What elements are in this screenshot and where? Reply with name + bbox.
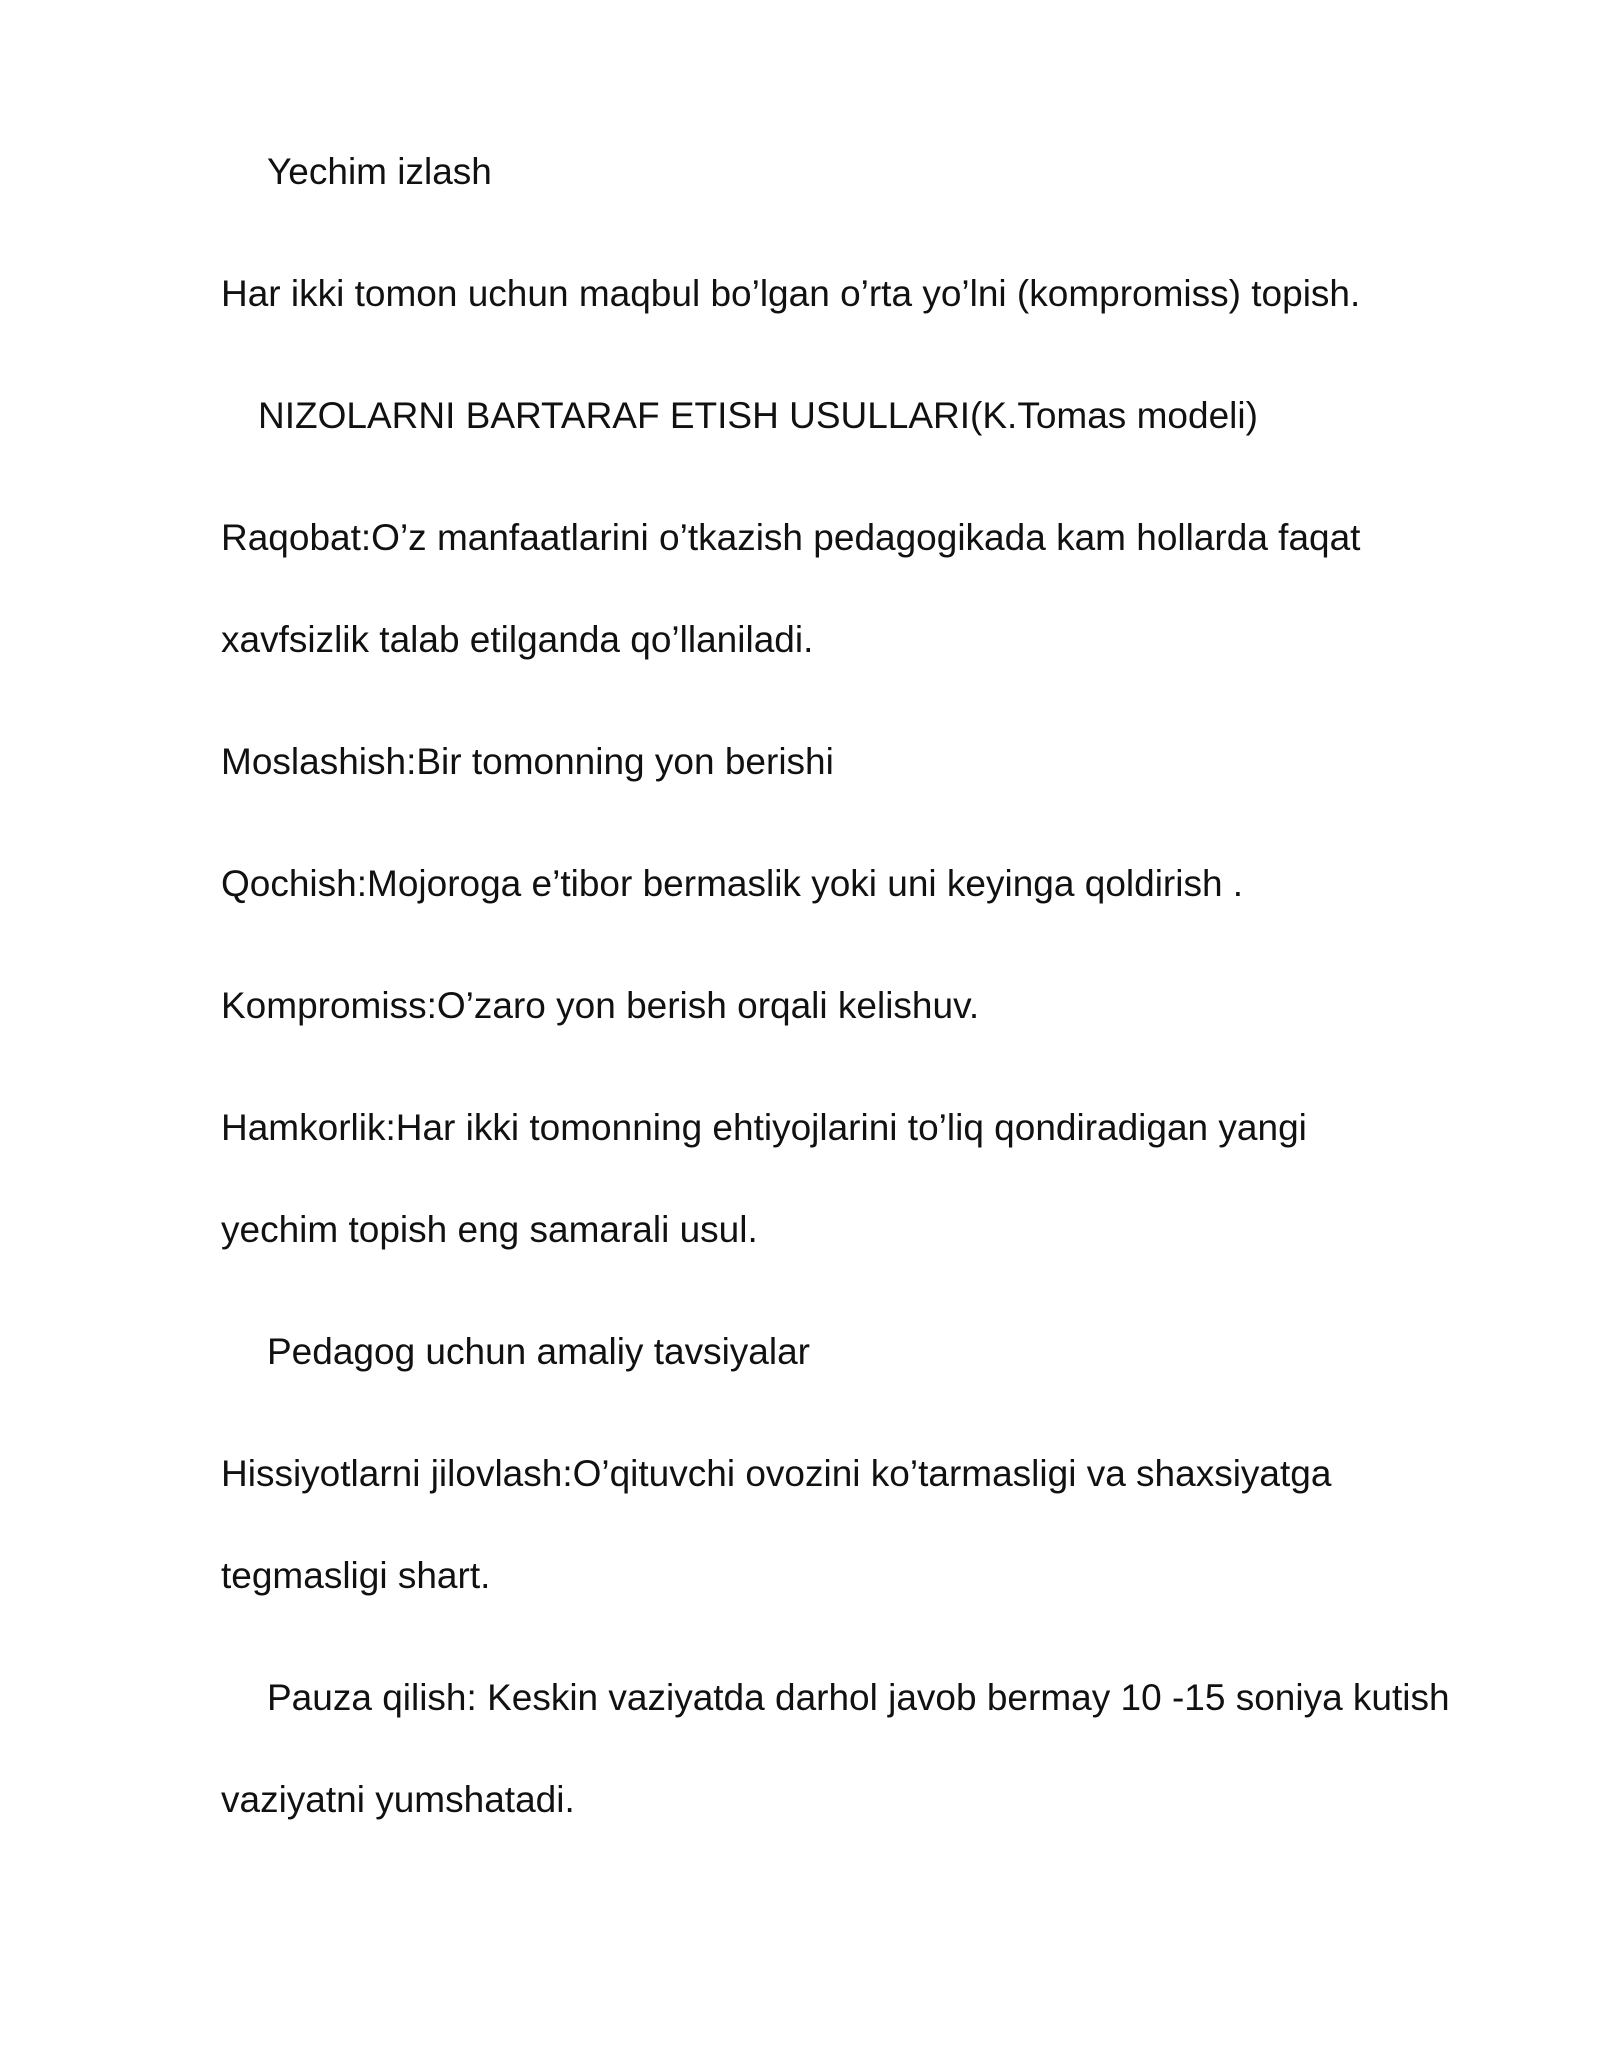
section-heading-pedagog-uchun: Pedagog uchun amaliy tavsiyalar bbox=[267, 1331, 810, 1372]
section-heading-yechim-izlash: Yechim izlash bbox=[267, 151, 492, 192]
paragraph-line: Kompromiss:O’zaro yon berish orqali kelishuv. bbox=[221, 985, 980, 1026]
paragraph-line: tegmasligi shart. bbox=[221, 1555, 491, 1596]
paragraph-line: vaziyatni yumshatadi. bbox=[221, 1779, 575, 1820]
paragraph-line: Pauza qilish: Keskin vaziyatda darhol javob bermay 10 -15 soniya kutish bbox=[267, 1677, 1450, 1718]
paragraph-line: Raqobat:O’z manfaatlarini o’tkazish pedagogikada kam hollarda faqat bbox=[221, 517, 1361, 558]
paragraph-line: Har ikki tomon uchun maqbul bo’lgan o’rta yo’lni (kompromiss) topish. bbox=[221, 273, 1361, 314]
paragraph-line: Moslashish:Bir tomonning yon berishi bbox=[221, 741, 834, 782]
paragraph-line: yechim topish eng samarali usul. bbox=[221, 1209, 758, 1250]
paragraph-line: xavfsizlik talab etilganda qo’llaniladi. bbox=[221, 619, 814, 660]
paragraph-line: Qochish:Mojoroga e’tibor bermaslik yoki uni keyinga qoldirish . bbox=[221, 863, 1244, 904]
paragraph-line: Hamkorlik:Har ikki tomonning ehtiyojlarini to’liq qondiradigan yangi bbox=[221, 1107, 1307, 1148]
section-heading-nizolarni-bartaraf-etish: NIZOLARNI BARTARAF ETISH USULLARI(K.Tomas modeli) bbox=[258, 395, 1258, 436]
paragraph-line: Hissiyotlarni jilovlash:O’qituvchi ovozini ko’tarmasligi va shaxsiyatga bbox=[221, 1453, 1332, 1494]
